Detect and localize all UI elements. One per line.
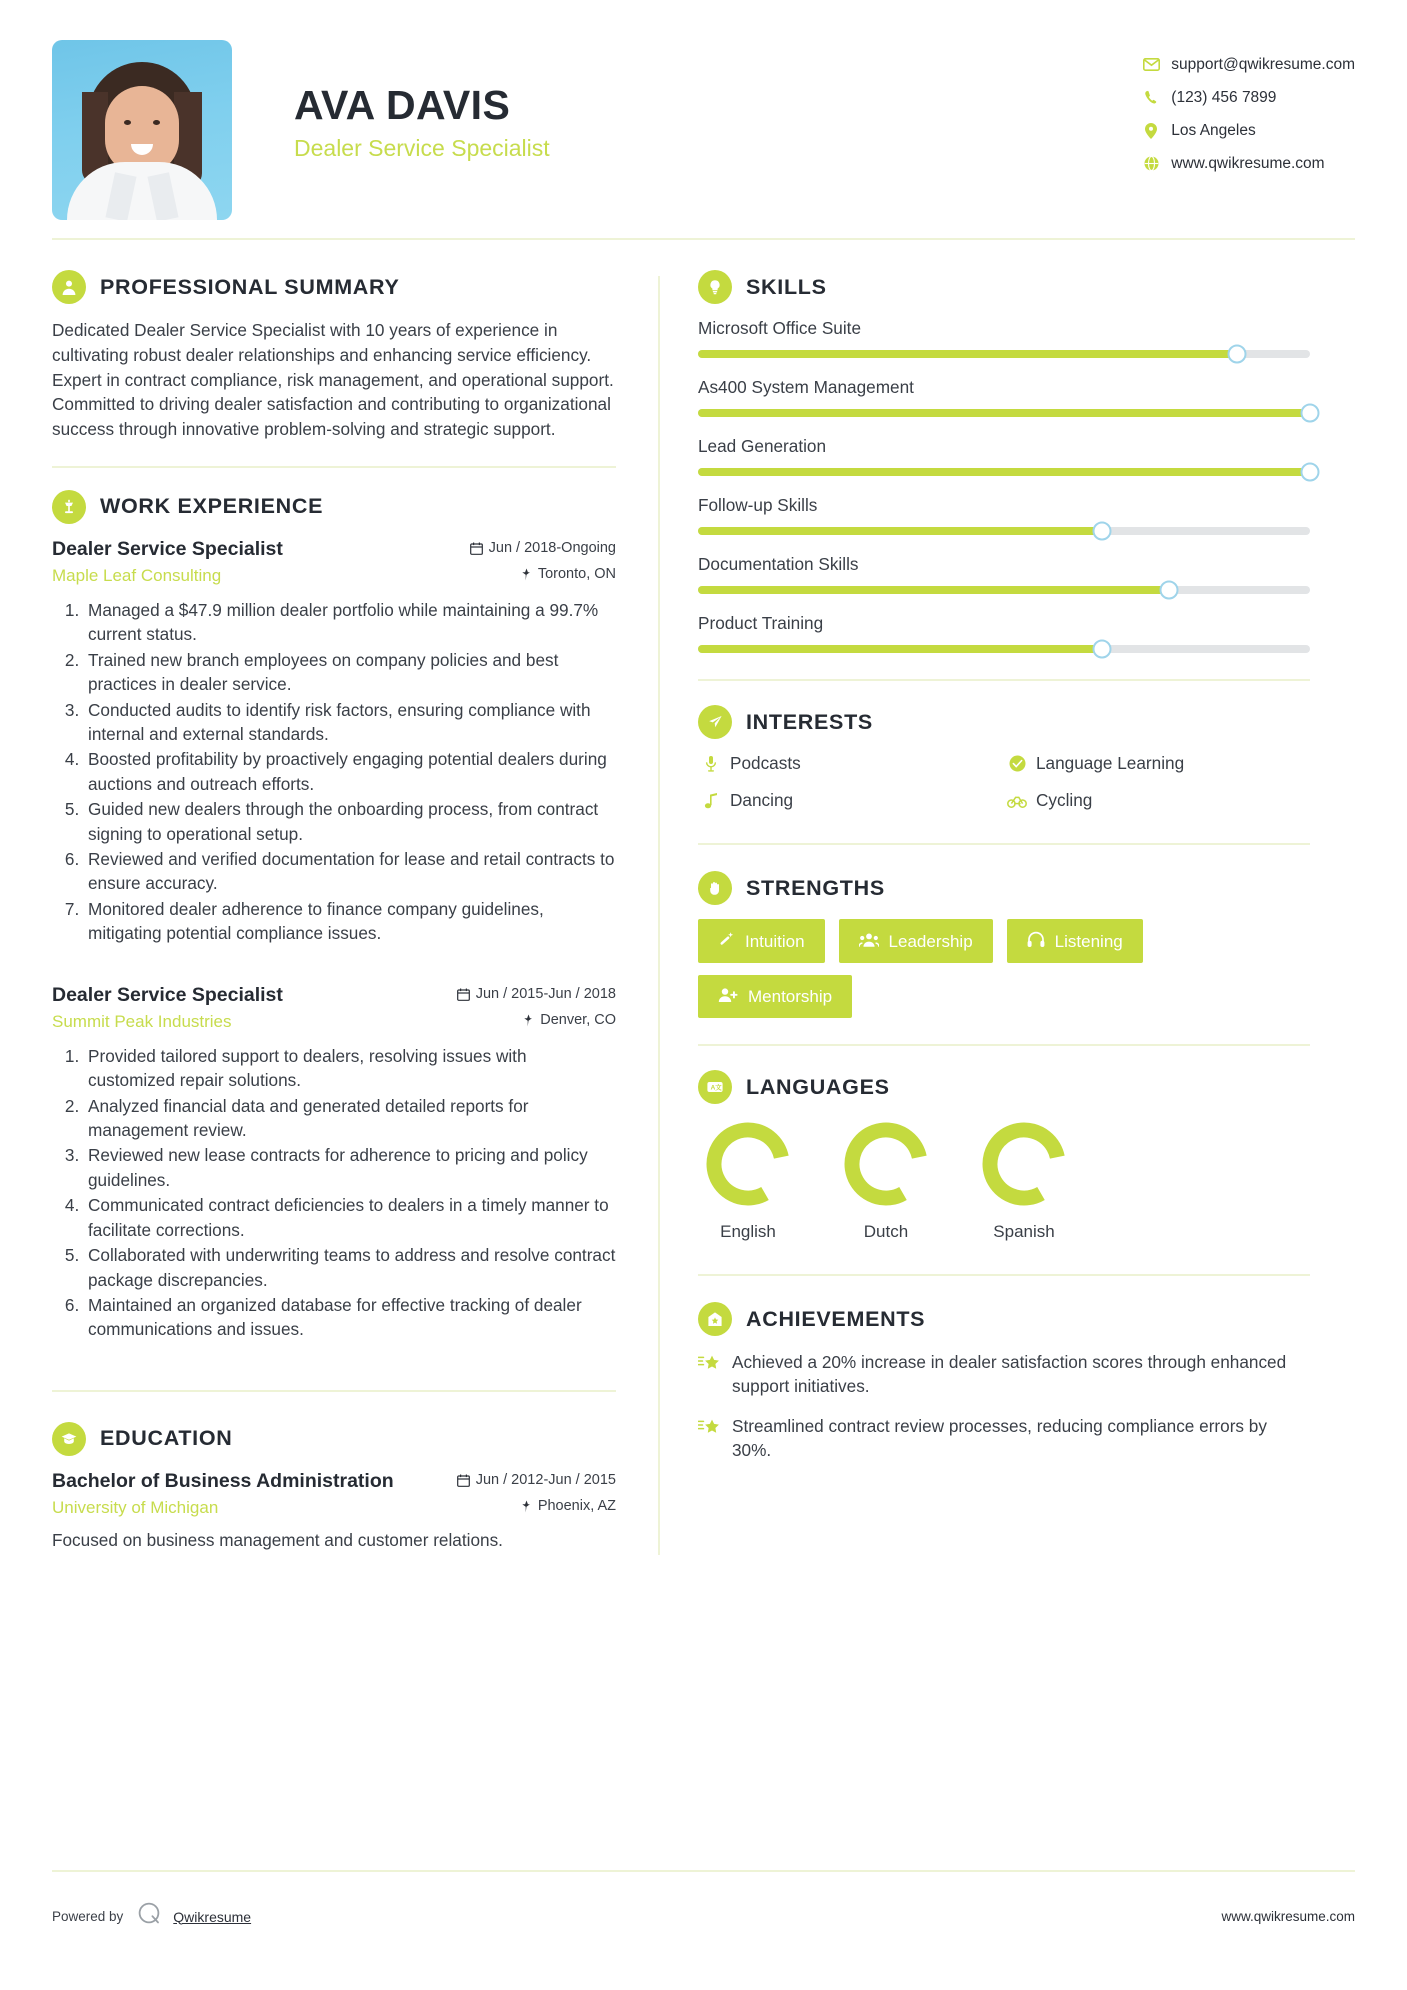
education-degree: Bachelor of Business Administration	[52, 1469, 394, 1492]
candidate-role: Dealer Service Specialist	[294, 135, 550, 161]
work-item-header	[52, 538, 616, 561]
profile-photo	[52, 40, 232, 220]
list-item: 3. Conducted audits to identify risk factors, ensuring compliance with internal and external standards.	[84, 698, 616, 747]
skill-fill	[698, 527, 1102, 535]
microphone-icon	[698, 755, 724, 773]
footer-divider	[52, 1870, 1355, 1872]
strength-chip	[698, 919, 825, 963]
section-head-interests	[698, 705, 1310, 739]
work-item-dates-value: Jun / 2015-Jun / 2018	[475, 986, 616, 1003]
list-item: 1. Provided tailored support to dealers, resolving issues with customized repair solutions.	[84, 1044, 616, 1093]
translate-icon	[698, 1070, 732, 1104]
globe-icon	[1137, 156, 1165, 171]
section-rule	[698, 1044, 1310, 1046]
user-circle-icon	[52, 270, 86, 304]
section-rule	[52, 1390, 616, 1392]
list-item: 5. Collaborated with underwriting teams to address and resolve contract package discrepancies.	[84, 1243, 616, 1292]
section-head-work	[52, 490, 616, 524]
list-item: 3. Reviewed new lease contracts for adherence to pricing and policy guidelines.	[84, 1143, 616, 1192]
paper-plane-icon	[698, 705, 732, 739]
achievement-item	[698, 1414, 1310, 1462]
skill-track[interactable]	[698, 350, 1310, 358]
work-item-dates-value: Jun / 2018-Ongoing	[488, 540, 616, 557]
contact-email-value: support@qwikresume.com	[1171, 55, 1355, 73]
section-head-skills	[698, 270, 1310, 304]
users-icon	[859, 932, 879, 951]
list-item: 4. Communicated contract deficiencies to dealers in a timely manner to facilitate corrections.	[84, 1193, 616, 1242]
language-ring	[702, 1118, 794, 1210]
skill-label: Product Training	[698, 613, 824, 633]
skill-knob[interactable]	[1160, 581, 1179, 600]
education-location-value: Phoenix, AZ	[537, 1498, 616, 1515]
svg-text:A: A	[710, 1084, 716, 1092]
skill-item	[698, 495, 1310, 535]
section-title-summary: PROFESSIONAL SUMMARY	[100, 274, 400, 299]
skill-knob[interactable]	[1227, 345, 1246, 364]
skill-item	[698, 318, 1310, 358]
work-item-bullets	[52, 598, 616, 946]
work-item-company: Maple Leaf Consulting	[52, 565, 222, 585]
strength-label: Leadership	[888, 931, 973, 951]
name-block	[294, 40, 550, 162]
section-head-achievements	[698, 1302, 1310, 1336]
work-item-subheader	[52, 566, 616, 586]
section-rule	[52, 466, 616, 468]
photo-face	[105, 86, 179, 174]
education-dates-value: Jun / 2012-Jun / 2015	[475, 1472, 616, 1489]
list-item: 6. Maintained an organized database for effective tracking of dealer communications and issues.	[84, 1293, 616, 1342]
work-item-location-value: Toronto, ON	[537, 566, 616, 583]
skill-fill	[698, 586, 1169, 594]
skill-knob[interactable]	[1301, 404, 1320, 423]
contact-list	[1137, 40, 1355, 180]
work-item-location	[523, 1012, 616, 1028]
work-item	[52, 984, 616, 1342]
work-item-subheader	[52, 1012, 616, 1032]
strength-label: Mentorship	[748, 987, 833, 1006]
skill-fill	[698, 350, 1237, 358]
education-item	[52, 1470, 616, 1551]
skill-track[interactable]	[698, 586, 1310, 594]
work-item-header	[52, 984, 616, 1007]
achievements-list	[698, 1350, 1310, 1462]
svg-text:文: 文	[715, 1084, 722, 1092]
interest-item	[698, 790, 1004, 811]
section-title-achievements: ACHIEVEMENTS	[746, 1306, 926, 1331]
user-plus-icon	[718, 987, 738, 1006]
skill-label: Documentation Skills	[698, 554, 859, 574]
skill-knob[interactable]	[1301, 463, 1320, 482]
achievement-item	[698, 1350, 1310, 1398]
skill-item	[698, 613, 1310, 653]
languages-list	[698, 1118, 1310, 1242]
skill-track[interactable]	[698, 468, 1310, 476]
award-home-icon	[698, 1302, 732, 1336]
lightbulb-icon	[698, 270, 732, 304]
envelope-icon	[1137, 58, 1165, 71]
photo-eye-right	[153, 120, 160, 125]
section-head-languages	[698, 1070, 1310, 1104]
section-head-strengths	[698, 871, 1310, 905]
right-column	[698, 270, 1310, 1555]
interest-label: Podcasts	[730, 753, 801, 773]
interest-label: Language Learning	[1036, 753, 1185, 773]
skill-item	[698, 377, 1310, 417]
language-ring	[978, 1118, 1070, 1210]
section-rule	[698, 679, 1310, 681]
language-label: English	[720, 1222, 776, 1241]
strength-chip	[1007, 919, 1143, 963]
interest-item	[1004, 790, 1310, 811]
pin-icon	[523, 1014, 534, 1027]
skill-fill	[698, 468, 1310, 476]
skill-track[interactable]	[698, 645, 1310, 653]
interest-label: Dancing	[730, 790, 794, 810]
language-item	[840, 1118, 932, 1242]
section-title-languages: LANGUAGES	[746, 1074, 890, 1099]
skill-knob[interactable]	[1092, 640, 1111, 659]
section-title-work: WORK EXPERIENCE	[100, 494, 324, 519]
section-title-skills: SKILLS	[746, 274, 827, 299]
language-item	[702, 1118, 794, 1242]
list-item: 2. Trained new branch employees on company policies and best practices in dealer service.	[84, 648, 616, 697]
section-rule	[698, 843, 1310, 845]
column-divider	[658, 276, 660, 1555]
interest-item	[698, 753, 1004, 774]
section-title-strengths: STRENGTHS	[746, 875, 885, 900]
magic-wand-icon	[718, 931, 735, 951]
footer-site[interactable]: www.qwikresume.com	[1221, 1909, 1355, 1924]
skill-label: As400 System Management	[698, 377, 914, 397]
contact-phone[interactable]	[1137, 81, 1355, 114]
pin-icon	[521, 568, 532, 581]
achievement-text: Streamlined contract review processes, reducing compliance errors by 30%.	[732, 1416, 1267, 1461]
list-item: 4. Boosted profitability by proactively engaging potential dealers during auctions and outreach efforts.	[84, 747, 616, 796]
skill-label: Lead Generation	[698, 436, 827, 456]
work-item-title: Dealer Service Specialist	[52, 983, 283, 1006]
bicycle-icon	[1004, 794, 1030, 808]
phone-icon	[1137, 90, 1165, 105]
list-item: 2. Analyzed financial data and generated detailed reports for management review.	[84, 1094, 616, 1143]
powered-by-label: Powered by	[52, 1909, 124, 1924]
list-item: 6. Reviewed and verified documentation for lease and retail contracts to ensure accuracy.	[84, 847, 616, 896]
education-school: University of Michigan	[52, 1497, 219, 1517]
skill-fill	[698, 409, 1310, 417]
work-item-location	[521, 566, 616, 582]
left-column	[52, 270, 644, 1555]
skill-knob[interactable]	[1092, 522, 1111, 541]
work-item-dates	[457, 986, 616, 1002]
globe-badge-icon	[1004, 755, 1030, 772]
q-logo-icon	[137, 1901, 163, 1932]
interest-item	[1004, 753, 1310, 774]
education-note: Focused on business management and customer relations.	[52, 1529, 503, 1550]
achievement-text: Achieved a 20% increase in dealer satisfaction scores through enhanced support initiatives.	[732, 1352, 1287, 1397]
section-title-education: EDUCATION	[100, 1426, 233, 1451]
music-note-icon	[698, 792, 724, 809]
list-item: 1. Managed a $47.9 million dealer portfolio while maintaining a 99.7% current status.	[84, 598, 616, 647]
skill-item	[698, 554, 1310, 594]
strength-label: Intuition	[745, 931, 805, 951]
contact-email[interactable]	[1137, 48, 1355, 81]
shooting-star-icon	[698, 1414, 732, 1462]
contact-location	[1137, 114, 1355, 147]
skill-track[interactable]	[698, 527, 1310, 535]
skill-item	[698, 436, 1310, 476]
skill-label: Microsoft Office Suite	[698, 318, 862, 338]
interest-label: Cycling	[1036, 790, 1093, 810]
resume-header	[52, 0, 1355, 232]
work-item-company: Summit Peak Industries	[52, 1011, 232, 1031]
language-label: Dutch	[863, 1222, 909, 1241]
photo-eye-left	[124, 120, 131, 125]
resume-body	[52, 240, 1355, 1555]
candidate-name: AVA DAVIS	[294, 82, 511, 128]
interests-list	[698, 753, 1310, 827]
calendar-icon	[457, 1474, 470, 1487]
section-rule	[698, 1274, 1310, 1276]
work-item-dates	[470, 540, 616, 556]
work-item-gap	[52, 950, 616, 984]
skill-track[interactable]	[698, 409, 1310, 417]
pin-icon	[521, 1500, 532, 1513]
summary-text: Dedicated Dealer Service Specialist with 10 years of experience in cultivating robust dealer relationships and enhancing service efficiency. Expert in contract compliance, risk management, and operational support. Committed to driving dealer satisfaction and contributing to organizational success through innovative problem-solving and strategic support.	[52, 320, 614, 440]
education-item-subheader	[52, 1498, 616, 1518]
contact-website-value: www.qwikresume.com	[1171, 154, 1325, 172]
work-item	[52, 538, 616, 946]
strength-chip	[839, 919, 993, 963]
resume-footer	[52, 1901, 1355, 1932]
language-item	[978, 1118, 1070, 1242]
language-ring	[840, 1118, 932, 1210]
list-item: 5. Guided new dealers through the onboarding process, from contract signing to operational setup.	[84, 797, 616, 846]
work-item-title: Dealer Service Specialist	[52, 537, 283, 560]
desk-lamp-icon	[52, 490, 86, 524]
strength-label: Listening	[1054, 931, 1123, 951]
skill-label: Follow-up Skills	[698, 495, 818, 515]
brand-link[interactable]: Qwikresume	[173, 1908, 252, 1925]
map-pin-icon	[1137, 123, 1165, 139]
strengths-list	[698, 919, 1310, 1018]
education-dates	[457, 1472, 616, 1488]
section-title-interests: INTERESTS	[746, 709, 873, 734]
work-item-bullets	[52, 1044, 616, 1342]
skill-fill	[698, 645, 1102, 653]
contact-website[interactable]	[1137, 147, 1355, 180]
language-label: Spanish	[993, 1222, 1055, 1241]
education-item-header	[52, 1470, 616, 1493]
raised-hand-icon	[698, 871, 732, 905]
list-item: 7. Monitored dealer adherence to finance company guidelines, mitigating potential compliance issues.	[84, 897, 616, 946]
contact-phone-value: (123) 456 7899	[1171, 88, 1277, 106]
strength-chip	[698, 975, 852, 1018]
shooting-star-icon	[698, 1350, 732, 1398]
skills-list	[698, 318, 1310, 653]
education-location	[521, 1498, 616, 1514]
work-item-location-value: Denver, CO	[540, 1012, 616, 1029]
headphones-icon	[1027, 931, 1045, 951]
graduation-cap-icon	[52, 1422, 86, 1456]
contact-location-value: Los Angeles	[1171, 121, 1256, 139]
calendar-icon	[457, 988, 470, 1001]
section-head-education	[52, 1422, 616, 1456]
section-head-summary	[52, 270, 616, 304]
calendar-icon	[470, 542, 483, 555]
